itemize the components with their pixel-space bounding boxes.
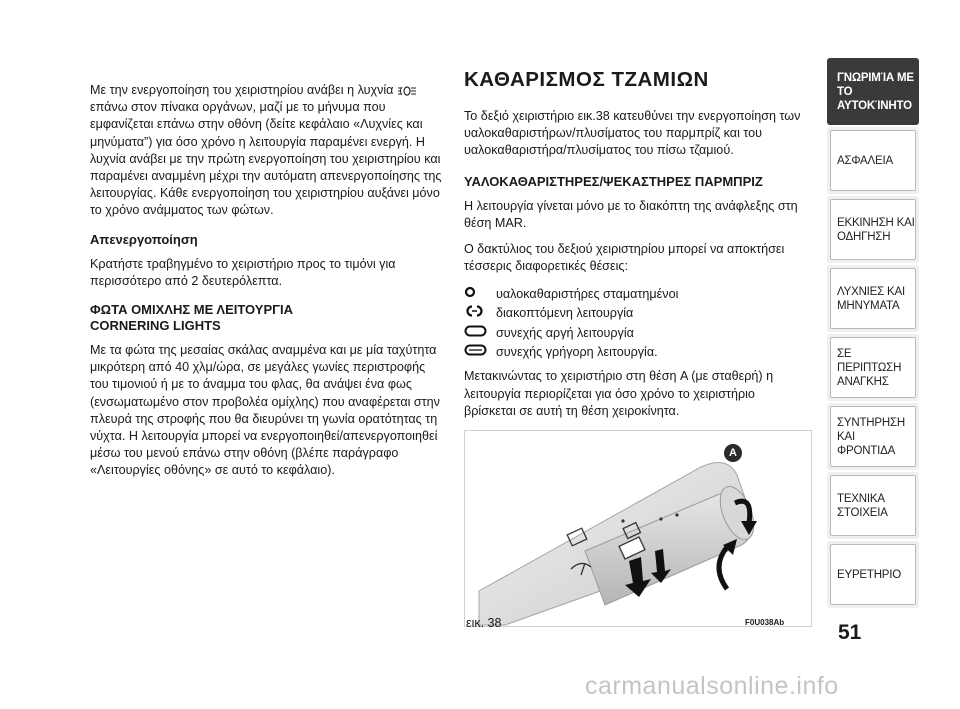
tab-label: ΣΥΝΤΗΡΗΣΗ ΚΑΙ ΦΡΟΝΤΙΔΑ [837,416,906,457]
figure-caption: εικ. 38 [466,616,502,630]
mode-row-off [464,284,810,304]
cornering-text: Με τα φώτα της μεσαίας σκάλας αναμμένα και με μία ταχύτητα μικρότερη από 40 χλμ/ώρα, σε μεγάλες γωνίες περιστροφής του τιμονιού ή με το άναμμα του φλας, θα ανάψει ένα φως (ενσωματωμένο στον προβολέα ομίχλης) που αναφέρεται στην πλευρά της στροφής που θα διευρύνει τη γωνία ορατότητας τη νύχτα. Η λειτουργία μπορεί να ενεργοποιηθεί/απενεργοποιηθεί μέσω του μενού επάνω στην οθόνη (βλέπε παράγραφο «Λειτουργίες οθόνης» σε αυτό το κεφάλαιο). [90,343,440,478]
intro-prefix: Με την ενεργοποίηση του χειριστηρίου ανάβει η λυχνία [90,83,394,97]
tab-label: ΕΥΡΕΤΗΡΙΟ [837,568,902,581]
tab-starting-driving[interactable] [827,196,919,263]
intro-rest: επάνω στον πίνακα οργάνων, μαζί με το μήνυμα που εμφανίζεται επάνω στην οθόνη (δείτε κεφάλαιο «Λυχνίες και μηνύματα”) για όσο χρόνο η λειτουργία παραμένει ενεργή. Η λυχνία ανάβει με την πρώτη ενεργοποίηση του χειριστηρίου και παραμένει αναμμένη μέχρι την αυτόματη απενεργοποίησης της λειτουργίας. Κάθε ενεργοποίηση του χειριστηρίου αυξάνει μόνο το χρόνο ανάμματος των φώτων. [90,100,442,218]
mode-row-slow [464,323,810,343]
tab-safety[interactable] [827,127,919,194]
deactivation-heading: Απενεργοποίηση [90,231,198,247]
mode-off-label: υαλοκαθαριστήρες σταματημένοι [496,286,679,301]
figure-code: F0U038Ab [745,618,785,627]
tab-technical-data[interactable] [827,472,919,539]
cornering-heading-line1: ΦΩΤΑ ΟΜΙΧΛΗΣ ΜΕ ΛΕΙΤΟΥΡΓΙΑ [90,302,293,318]
intermittent-icon [464,305,496,322]
label-a: A [729,447,737,459]
tab-maintenance[interactable] [827,403,919,470]
manual-position-text: Μετακινώντας το χειριστήριο στη θέση A (με σταθερή) η λειτουργία περιορίζεται για όσο χρόνο το χειριστήριο βρίσκεται σε αυτή τη θέση χειροκίνητα. [464,369,774,418]
tab-getting-to-know[interactable] [827,58,919,125]
tab-label: ΑΣΦΑΛΕΙΑ [837,154,893,167]
tab-label: ΤΕΧΝΙΚΑ ΣΤΟΙΧΕΙΑ [837,492,888,519]
mode-row-fast [464,343,810,363]
figure-wiper-stalk [464,430,812,627]
intro-paragraph [90,82,442,220]
fog-light-icon [397,86,417,96]
ignition-note: Η λειτουργία γίνεται μόνο με το διακόπτη της ανάφλεξης στη θέση MAR. [464,198,798,230]
tab-index[interactable] [827,541,919,608]
windscreen-heading: ΥΑΛΟΚΑΘΑΡΙΣΤΗΡΕΣ/ΨΕΚΑΣΤΗΡΕΣ ΠΑΡΜΠΡΙΖ [464,173,763,189]
mode-fast-label: συνεχής γρήγορη λειτουργία. [496,345,658,360]
page-number: 51 [838,621,862,644]
section-title: ΚΑΘΑΡΙΣΜΟΣ ΤΖΑΜΙΩΝ [464,68,709,91]
main-column [464,68,810,429]
tab-emergency[interactable] [827,334,919,401]
slow-icon [464,325,496,342]
left-column [90,82,442,489]
tab-label: ΣΕ ΠΕΡΙΠΤΩΣΗ ΑΝΑΓΚΗΣ [837,347,902,388]
wiper-stalk-illustration [465,431,811,626]
tab-label: ΓΝΩΡΙΜΊΑ ΜΕ ΤΟ ΑΥΤΟΚΊΝΗΤΟ [837,71,914,112]
chapter-sidebar [827,58,919,610]
cornering-heading-line2: CORNERING LIGHTS [90,318,221,334]
off-icon [464,286,496,303]
wipers-intro: Το δεξιό χειριστήριο εικ.38 κατευθύνει την ενεργοποίηση των υαλοκαθαριστήρων/πλυσίματος του παρμπρίζ και του υαλοκαθαριστήρα/πλυσίματος του πίσω τζαμιού. [464,109,801,158]
mode-row-intermittent [464,304,810,324]
ring-positions-text: Ο δακτύλιος του δεξιού χειριστηρίου μπορεί να αποκτήσει τέσσερις διαφορετικές θέσεις: [464,242,785,274]
fast-icon [464,344,496,361]
mode-intermittent-label: διακοπτόμενη λειτουργία [496,306,634,321]
tab-label: ΕΚΚΙΝΗΣΗ ΚΑΙ ΟΔΗΓΗΣΗ [837,216,915,243]
deactivation-text: Κρατήστε τραβηγμένο το χειριστήριο προς το τιμόνι για περισσότερο από 2 δευτερόλεπτα. [90,256,396,288]
tab-label: ΛΥΧΝΙΕΣ ΚΑΙ ΜΗΝΥΜΑΤΑ [837,285,905,312]
cornering-heading [90,302,442,334]
mode-slow-label: συνεχής αργή λειτουργία [496,325,634,340]
watermark: carmanualsonline.info [585,672,839,700]
mode-list [464,284,810,362]
tab-warning-lights[interactable] [827,265,919,332]
